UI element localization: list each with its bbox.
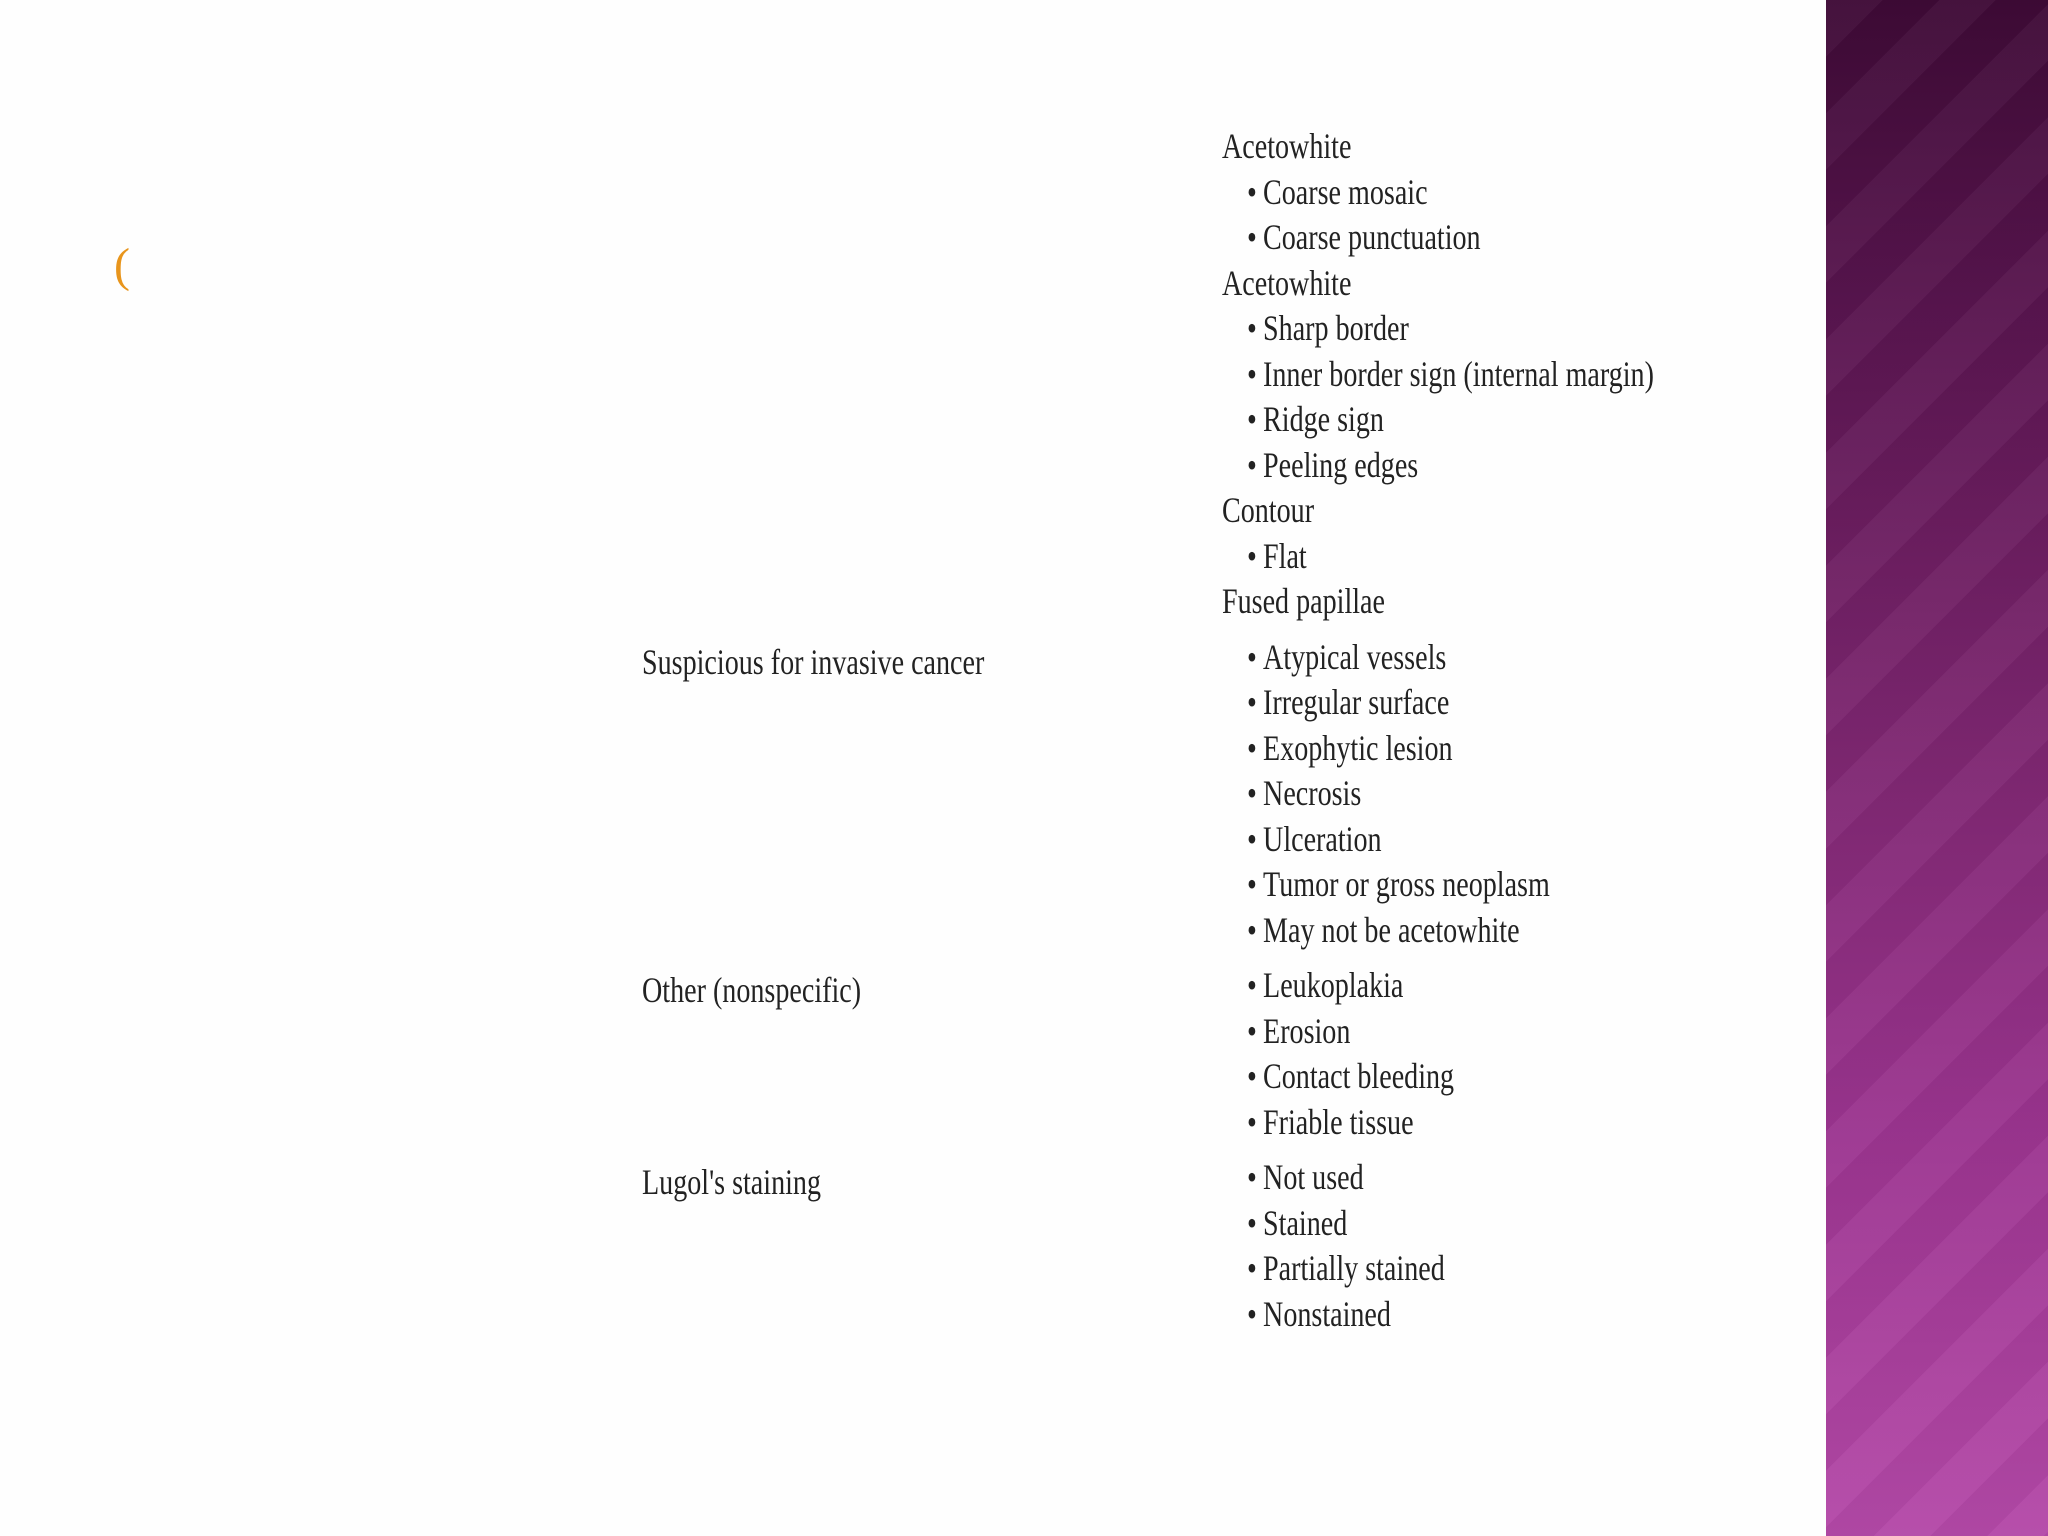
bullet-icon: • [1246, 909, 1257, 950]
bullet-icon: • [1246, 773, 1257, 813]
finding-bullet [1222, 635, 1659, 681]
finding-bullet [1222, 726, 1659, 772]
bullet-icon: • [1246, 818, 1257, 859]
finding-heading: Acetowhite [1222, 262, 1352, 303]
finding-bullet [1222, 963, 1659, 1009]
finding-text: Erosion [1263, 1010, 1351, 1051]
finding-bullet [1222, 908, 1659, 954]
finding-bullet [1222, 1155, 1659, 1201]
finding-bullet [1222, 170, 1659, 216]
bullet-icon: • [1246, 1248, 1257, 1288]
finding-text: Atypical vessels [1263, 636, 1447, 677]
finding-bullet [1222, 215, 1659, 261]
bullet-icon: • [1246, 308, 1257, 348]
category-lugols-staining: Lugol's staining [642, 1162, 821, 1202]
finding-bullet [1222, 1054, 1659, 1100]
finding-bullet [1222, 306, 1659, 352]
bullet-icon: • [1246, 1293, 1257, 1334]
finding-text: Irregular surface [1263, 682, 1450, 722]
finding-text: Coarse punctuation [1263, 217, 1481, 257]
finding-text: Nonstained [1263, 1293, 1391, 1334]
bullet-icon: • [1246, 1010, 1257, 1051]
decorative-side-panel [1826, 0, 2048, 1536]
finding-text: May not be acetowhite [1263, 909, 1520, 950]
finding-bullet [1222, 534, 1659, 580]
finding-text: Peeling edges [1263, 444, 1419, 485]
finding-bullet [1222, 1100, 1659, 1146]
bullet-icon: • [1246, 535, 1257, 576]
finding-bullet [1222, 443, 1659, 489]
bullet-icon: • [1246, 1157, 1257, 1197]
finding-text: Necrosis [1263, 773, 1362, 813]
row-gap [1222, 1145, 1782, 1155]
finding-bullet [1222, 862, 1659, 908]
finding-heading: Fused papillae [1222, 581, 1385, 621]
finding-text: Contact bleeding [1263, 1056, 1455, 1096]
row-gap [1222, 625, 1782, 635]
bullet-icon: • [1246, 682, 1257, 722]
finding-bullet [1222, 771, 1659, 817]
bullet-icon: • [1246, 444, 1257, 485]
bullet-icon: • [1246, 636, 1257, 677]
bullet-icon: • [1246, 727, 1257, 768]
finding-bullet [1222, 1292, 1659, 1338]
category-suspicious-invasive-cancer: Suspicious for invasive cancer [642, 642, 985, 682]
bullet-icon: • [1246, 171, 1257, 212]
finding-text: Friable tissue [1263, 1101, 1414, 1142]
finding-heading: Contour [1222, 490, 1315, 530]
finding-text: Flat [1263, 535, 1307, 576]
finding-heading: Acetowhite [1222, 126, 1352, 166]
finding-text: Not used [1263, 1157, 1364, 1197]
finding-bullet [1222, 680, 1659, 726]
finding-text: Ulceration [1263, 818, 1382, 859]
bullet-icon: • [1246, 965, 1257, 1005]
finding-bullet [1222, 352, 1659, 398]
finding-text: Inner border sign (internal margin) [1263, 353, 1654, 394]
bullet-icon: • [1246, 1202, 1257, 1243]
bullet-icon: • [1246, 864, 1257, 904]
bullet-icon: • [1246, 1056, 1257, 1096]
finding-text: Exophytic lesion [1263, 727, 1453, 768]
finding-bullet [1222, 1246, 1659, 1292]
finding-text: Tumor or gross neoplasm [1263, 864, 1550, 904]
bullet-icon: • [1246, 399, 1257, 439]
finding-bullet [1222, 397, 1659, 443]
bullet-icon: • [1246, 217, 1257, 257]
title-fragment: ( [114, 239, 130, 292]
bullet-icon: • [1246, 1101, 1257, 1142]
bullet-icon: • [1246, 353, 1257, 394]
finding-text: Coarse mosaic [1263, 171, 1428, 212]
finding-text: Partially stained [1263, 1248, 1445, 1288]
finding-text: Sharp border [1263, 308, 1409, 348]
row-gap [1222, 953, 1782, 963]
finding-bullet [1222, 1201, 1659, 1247]
finding-bullet [1222, 817, 1659, 863]
finding-text: Leukoplakia [1263, 965, 1404, 1005]
finding-text: Ridge sign [1263, 399, 1384, 439]
category-other-nonspecific: Other (nonspecific) [642, 970, 862, 1010]
finding-text: Stained [1263, 1202, 1348, 1243]
finding-bullet [1222, 1009, 1659, 1055]
findings-column [1222, 124, 1782, 1337]
